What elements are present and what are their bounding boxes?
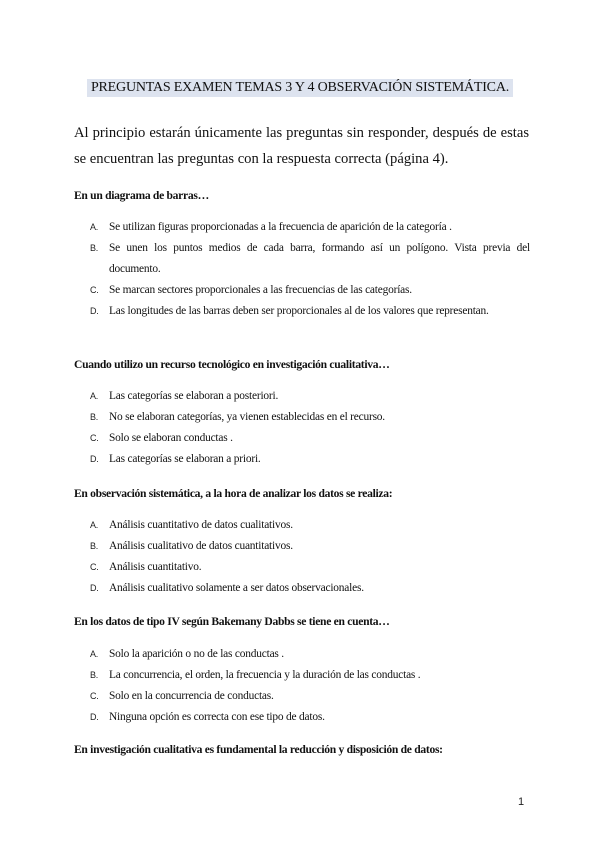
option-letter: B. <box>90 670 99 680</box>
option-letter: C. <box>90 691 99 701</box>
option-text: Solo la aparición o no de las conductas . <box>109 648 284 660</box>
option-text: Análisis cualitativo solamente a ser datos observacionales. <box>109 582 364 594</box>
option-letter: D. <box>90 454 99 464</box>
question-3-options <box>90 515 530 599</box>
option-2d <box>90 449 530 470</box>
option-text: La concurrencia, el orden, la frecuencia y la duración de las conductas . <box>109 669 421 681</box>
intro-paragraph: Al principio estarán únicamente las preguntas sin responder, después de estas se encuentran las preguntas con la respuesta correcta (página 4). <box>74 125 529 167</box>
option-letter: B. <box>90 243 99 253</box>
option-text: No se elaboran categorías, ya vienen establecidas en el recurso. <box>109 411 385 423</box>
option-letter: A. <box>90 520 99 530</box>
option-2c <box>90 428 530 449</box>
option-3d <box>90 578 530 599</box>
question-2-options <box>90 386 530 470</box>
option-letter: B. <box>90 541 99 551</box>
question-4-options <box>90 644 530 728</box>
option-letter: A. <box>90 649 99 659</box>
option-1c <box>90 280 530 301</box>
title-block <box>0 78 600 97</box>
option-text: Ninguna opción es correcta con ese tipo de datos. <box>109 711 325 723</box>
question-1: En un diagrama de barras… <box>74 189 209 202</box>
option-1a <box>90 217 530 238</box>
option-letter: A. <box>90 222 99 232</box>
option-2b <box>90 407 530 428</box>
option-letter: C. <box>90 285 99 295</box>
option-4a <box>90 644 530 665</box>
question-2: Cuando utilizo un recurso tecnológico en investigación cualitativa… <box>74 358 390 371</box>
option-text: Análisis cuantitativo. <box>109 561 202 573</box>
option-1b <box>90 238 530 280</box>
option-text: Las longitudes de las barras deben ser proporcionales al de los valores que representan. <box>109 305 489 317</box>
document-title: PREGUNTAS EXAMEN TEMAS 3 Y 4 OBSERVACIÓN SISTEMÁTICA. <box>87 79 513 97</box>
option-text: Análisis cuantitativo de datos cualitativos. <box>109 519 293 531</box>
option-text: Se utilizan figuras proporcionadas a la frecuencia de aparición de la categoría . <box>109 221 452 233</box>
option-2a <box>90 386 530 407</box>
option-3a <box>90 515 530 536</box>
option-4d <box>90 707 530 728</box>
option-letter: D. <box>90 583 99 593</box>
option-3c <box>90 557 530 578</box>
question-3: En observación sistemática, a la hora de analizar los datos se realiza: <box>74 487 393 500</box>
option-4c <box>90 686 530 707</box>
option-4b <box>90 665 530 686</box>
option-letter: B. <box>90 412 99 422</box>
option-text: Solo se elaboran conductas . <box>109 432 233 444</box>
option-letter: C. <box>90 562 99 572</box>
option-text: Análisis cualitativo de datos cuantitativos. <box>109 540 293 552</box>
question-5: En investigación cualitativa es fundamental la reducción y disposición de datos: <box>74 743 443 756</box>
option-letter: D. <box>90 306 99 316</box>
option-1d <box>90 301 530 322</box>
option-letter: C. <box>90 433 99 443</box>
option-text: Se marcan sectores proporcionales a las frecuencias de las categorías. <box>109 284 412 296</box>
question-4: En los datos de tipo IV según Bakemany Dabbs se tiene en cuenta… <box>74 615 390 628</box>
option-text: Las categorías se elaboran a posteriori. <box>109 390 279 402</box>
option-3b <box>90 536 530 557</box>
question-1-options <box>90 217 530 322</box>
option-letter: A. <box>90 391 99 401</box>
option-text: Las categorías se elaboran a priori. <box>109 453 261 465</box>
option-letter: D. <box>90 712 99 722</box>
page-number: 1 <box>518 796 525 808</box>
option-text: Se unen los puntos medios de cada barra, formando así un polígono. Vista previa del documento. <box>109 242 530 275</box>
option-text: Solo en la concurrencia de conductas. <box>109 690 274 702</box>
